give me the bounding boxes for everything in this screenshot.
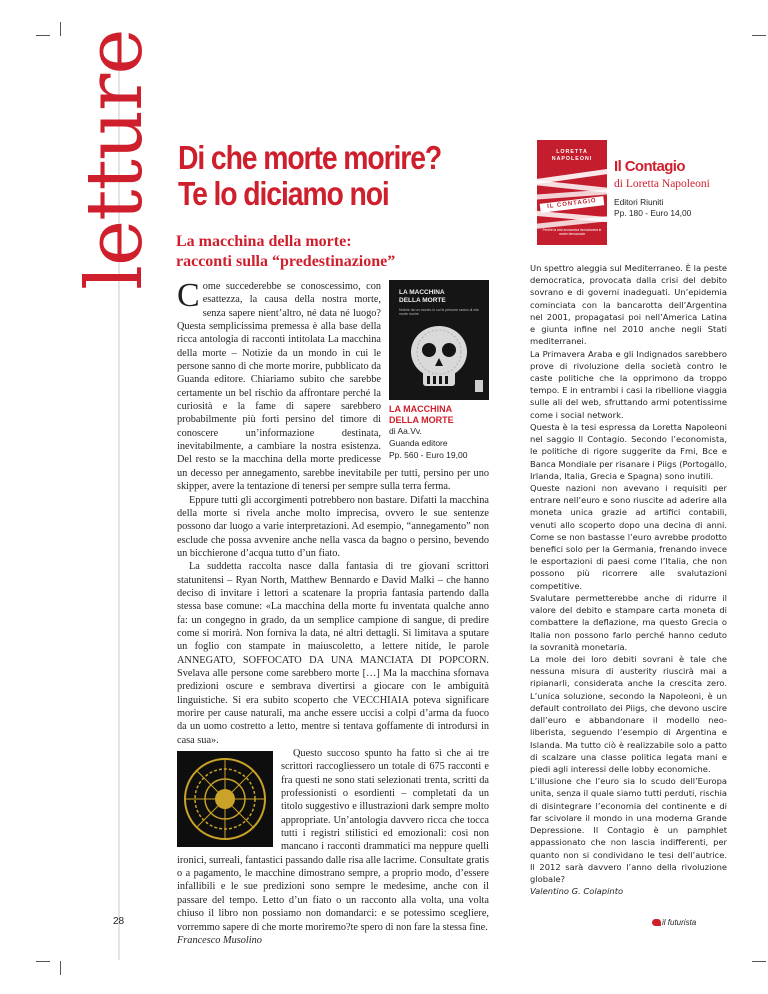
sidebar-signature: Valentino G. Colapinto: [530, 886, 624, 897]
crop-mark: [36, 961, 50, 962]
crop-mark: [36, 35, 50, 36]
skull-illustration: [389, 280, 489, 400]
subhead: [176, 232, 395, 272]
subhead-line: La macchina della morte:: [176, 233, 352, 250]
book-cover: [389, 280, 489, 400]
sidebar-author: di Loretta Napoleoni: [614, 178, 710, 190]
article-paragraph: Eppure tutti gli accorgimenti potrebbero non bastare. Difatti la macchina della morte si rivela anche molto imprecisa, ovvero le sue sentenze possono dar luogo a varie interpretazioni. Ad esempio, “annegamento” non esclude che possa avvenire anche nella vasca da bagno o persino, bevendo un bicchierone d’acqua tutto d’un fiato.: [177, 494, 489, 559]
crop-mark: [60, 961, 61, 975]
article-paragraph: La suddetta raccolta nasce dalla fantasia di tre giovani scrittori statunitensi – Ryan North, Matthew Bennardo e David Malki – che hanno deciso di invitare i lettori a scatenare la propria fantasia partendo dalla stessa base comune: «La macchina della morte fu inventata qualche anno fa: un congegno in grado, da un semplice campione di sangue, di predire come si morirà. Non forniva la data, né altri dettagli. Si limitava a sputare un foglio con stampate in maiuscoletto, a lettere nitide, le parole ANNEGATO, SOFFOCATO DA UNA MANCIATA DI POPCORN. Svelava alle persone come sarebbero morte […] Ma la macchina sfornava predizioni oscure e sembrava divertirsi a giocare con le ambiguità linguistiche. Si era subito scoperto che VECCHIAIA poteva significare morire per cause naturali, ma anche essere uccisi a colpi d’arma da fuoco da un uomo costretto a letto, mentre si tentava goffamente di introdursi in casa sua».: [177, 561, 489, 746]
book-details: Pp. 560 - Euro 19,00: [389, 450, 468, 460]
crop-mark: [60, 22, 61, 36]
sidebar-paragraph: Un spettro aleggia sul Mediterraneo. È la peste democratica, provocata dalla crisi del debito sovrano e di governi inadeguati. Un’epidemia cominciata con la bancarotta dell’Argentina nel 2001, propagatasi poi nell’America Latina e giunta infine nel 2010 anche negli Stati mediterranei.: [530, 263, 727, 347]
section-label: letture: [70, 29, 160, 290]
article-paragraph: Questo succoso spunto ha fatto sì che ai tre scrittori raccogliessero un totale di 675 racconti e fra questi ne sono stati selezionati trenta, scritti da professionisti o esordienti – completati da un titolo suggestivo e illustrazioni dark sempre molto appropriate. Un’antologia davvero ricca che tocca tutti i registri stilistici ed emozionali: così non mancano i racconti drammatici ma neppure quelli ironici, surreali, fantastici passando dalle risa alle lacrime. Consultate gratis o a pagamento, le macchine dimostrano sempre, a proprio modo, d’essere infallibili e le sue predizioni sono sempre le medesime, anche con il passare del tempo. Letto d’un fiato o un racconto alla volta, una volta chiuso il libro non possiamo non domandarci: e se potessimo scegliere, vorremmo sapere di che morte moriremo?te spero di non fare la stessa fine.: [177, 748, 489, 933]
sidebar-paragraph: La Primavera Araba e gli Indignados sarebbero prove di rivoluzione della società contro le caste politiche che la opprimono da troppo tempo. E in entrambi i casi la ribellione viaggia sulle ali del web, sfruttando armi potentissime come i social network.: [530, 348, 727, 420]
book-cover-title: LA MACCHINA DELLA MORTE: [399, 289, 446, 304]
crop-mark: [752, 961, 766, 962]
sidebar-paragraph: Svalutare permetterebbe anche di ridurre il valore del debito e stampare carta moneta di combattere la deflazione, ma questo Grecia o Italia non possono farlo perché hanno ceduto la sovranità monetaria.: [530, 592, 727, 652]
dropcap: C: [177, 277, 200, 314]
article-signature: Francesco Musolino: [177, 934, 262, 946]
sidebar-paragraph: Questa è la tesi espressa da Loretta Napoleoni nel saggio Il Contagio. Secondo l’economista, le politiche di rigore suggerite da Fmi, Bce e Banca Mondiale per risanare i Piigs (Portogallo, Irlanda, Italia, Grecia e Spagna) sono inutili.: [530, 421, 727, 481]
brand-logo: [652, 918, 696, 927]
headline: [178, 140, 441, 212]
book-cover-subtitle: Notizie da un mondo in cui le persone sanno di che morte morire: [399, 308, 479, 316]
subhead-line: racconti sulla “predestinazione”: [176, 253, 396, 270]
sidebar-title: Il Contagio: [614, 158, 685, 175]
brand-mark-icon: [652, 919, 661, 926]
sidebar-paragraph: La mole dei loro debiti sovrani è tale che nessuna misura di austerity riuscirà mai a ripianarli, considerata anche la crescita zero. L’unica soluzione, secondo la Napoleoni, è un default controllato dei Piigs, che devono uscire dall’euro e abbandonare il modello neo-liberista, seguendo l’esempio di Argentina e Islanda. Ma tutto ciò è realizzabile solo a patto di scalzare una classe politica legata mani e piedi agli interessi delle lobby economiche.: [530, 654, 727, 774]
main-article: [177, 277, 489, 947]
crop-mark: [752, 35, 766, 36]
sidebar-cover-footer: Perché la crisi economica rivoluzionerà le nostre democrazie: [542, 228, 602, 236]
sidebar-paragraph: Queste nazioni non avevano i requisiti per entrare nell’euro e sono riuscite ad aderire alla moneta unica grazie ad artifici contabili, venuti allo scoperto dopo una decina di anni. Come se non bastasse l’euro avrebbe prodotto benefici solo per la Germania, frenando invece le esportazioni di paesi come l’Italia, che non possono più ricorrere alle svalutazioni competitive.: [530, 482, 727, 591]
book-author: di Aa.Vv.: [389, 426, 422, 436]
sidebar-publisher: Editori Riuniti: [614, 197, 664, 207]
sidebar-cover-author: LORETTA NAPOLEONI: [551, 149, 593, 162]
sidebar-cover-title: IL CONTAGIO: [540, 196, 605, 213]
sidebar-publisher-info: [614, 197, 691, 219]
sidebar-article: [530, 262, 727, 897]
brand-name: il futurista: [662, 918, 697, 927]
book-publisher: Guanda editore: [389, 438, 448, 448]
clock-illustration: [177, 751, 273, 847]
book-info: [389, 280, 489, 461]
headline-line: Di che morte morire?: [178, 139, 442, 176]
article-paragraph: Come succederebbe se conoscessimo, con esattezza, la causa della nostra morte, senza sapere nient’altro, né data né luogo? Questa semplicissima premessa è alla base della ricca antologia di racconti intitolata La macchina della morte – Notizie da un mondo in cui le persone sanno di che morte morire, pubblicato da Guanda editore. Chiariamo subito che sarebbe certamente un bel rischio da affrontare perché la curiosità e la fame di sapere sarebbero probabilmente più forti persino del timore di conoscere un’informazione destinata, inevitabilmente, a cambiare la nostra esistenza. Del resto se la macchina della morte predicesse un decesso per annegamento, sarebbe inevitabile per tutti, persino per uno skipper, avere la tentazione di tenersi per sempre sulla terra ferma.: [177, 277, 489, 493]
sidebar-book-cover: [537, 140, 607, 245]
page-number: 28: [113, 916, 125, 927]
book-title: LA MACCHINA DELLA MORTE: [389, 404, 454, 425]
sidebar-paragraph: L’illusione che l’euro sia lo scudo dell’Europa unita, senza il quale siamo tutti perduti, rischia di disintegrare l’economia del continente e di far scivolare il mondo in una moderna Grande Depressione. Il Contagio è un pamphlet appassionato che non lascia indifferenti, per quanto non si condividano le tesi dell’autrice. Il 2012 sarà davvero l’anno della rivoluzione globale?: [530, 776, 727, 884]
sidebar-details: Pp. 180 - Euro 14,00: [614, 208, 692, 218]
book-meta: [389, 404, 489, 461]
headline-line: Te lo diciamo noi: [178, 175, 389, 212]
